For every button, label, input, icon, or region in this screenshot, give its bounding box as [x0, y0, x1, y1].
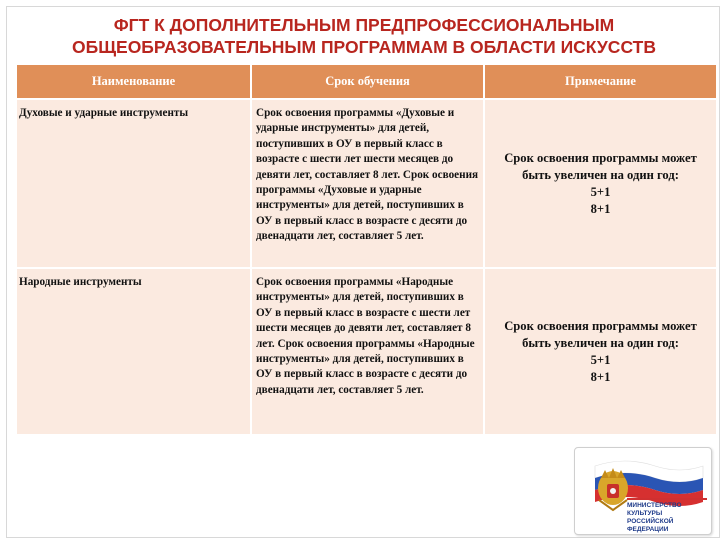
- header-name: Наименование: [17, 65, 251, 99]
- slide-title: [0, 14, 728, 58]
- ministry-logo-text: [627, 498, 707, 534]
- table-row: [17, 99, 717, 268]
- title-line-1: ФГТ К ДОПОЛНИТЕЛЬНЫМ ПРЕДПРОФЕССИОНАЛЬНЫМ: [113, 15, 615, 35]
- table-row: [17, 268, 717, 435]
- title-line-2: ОБЩЕОБРАЗОВАТЕЛЬНЫМ ПРОГРАММАМ В ОБЛАСТИ ИСКУССТВ: [72, 37, 656, 57]
- logo-line-1: МИНИСТЕРСТВО КУЛЬТУРЫ: [627, 502, 682, 517]
- row-note: [484, 99, 717, 268]
- note-text: Срок освоения программы может быть увеличен на один год:: [504, 150, 697, 182]
- row-note: [484, 268, 717, 435]
- note-value-2: 8+1: [590, 369, 611, 384]
- logo-line-2: РОССИЙСКОЙ ФЕДЕРАЦИИ: [627, 518, 674, 533]
- note-text: Срок освоения программы может быть увеличен на один год:: [504, 318, 697, 350]
- ministry-logo: [574, 447, 712, 535]
- note-value-1: 5+1: [590, 184, 611, 199]
- row-name: Народные инструменты: [17, 268, 251, 435]
- header-term: Срок обучения: [251, 65, 484, 99]
- note-value-1: 5+1: [590, 352, 611, 367]
- table-header-row: [17, 65, 717, 99]
- note-value-2: 8+1: [590, 201, 611, 216]
- row-term: Срок освоения программы «Народные инструменты» для детей, поступивших в ОУ в первый класс в возрасте с шести лет шести месяцев до девяти лет, составляет 8 лет. Срок освоения программы «Народные инструменты» для детей, поступивших в ОУ в первый класс в возрасте с десяти до двенадцати лет, составляет 5 лет.: [251, 268, 484, 435]
- header-note: Примечание: [484, 65, 717, 99]
- row-term: Срок освоения программы «Духовые и ударные инструменты» для детей, поступивших в ОУ в первый класс в возрасте с шести лет шести месяцев до девяти лет, составляет 8 лет. Срок освоения программы «Духовые и ударные инструменты» для детей, поступивших в ОУ в первый класс в возрасте с десяти до двенадцати лет, составляет 5 лет.: [251, 99, 484, 268]
- programs-table: [17, 65, 718, 436]
- row-name: Духовые и ударные инструменты: [17, 99, 251, 268]
